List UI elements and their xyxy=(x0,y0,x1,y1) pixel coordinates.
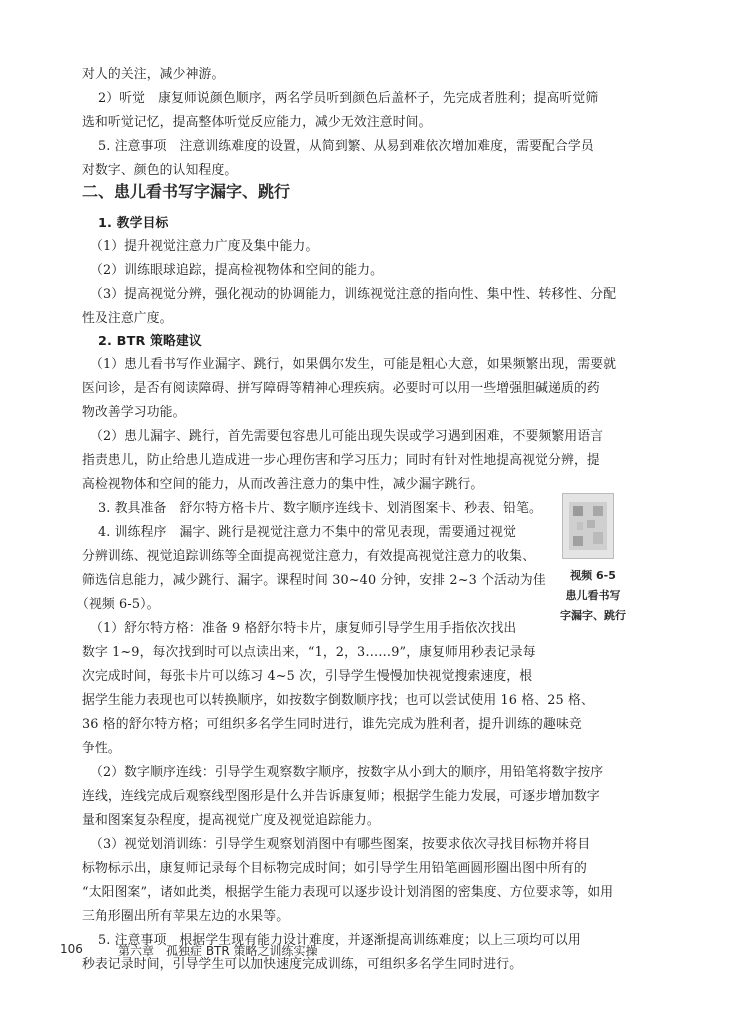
text-line: （视频 6-5）。 xyxy=(76,597,160,612)
text-line: （1）舒尔特方格：准备 9 格舒尔特卡片，康复师引导学生用手指依次找出 xyxy=(90,621,517,636)
qr-code-icon xyxy=(563,494,613,558)
text-line: 医问诊，是否有阅读障碍、拼写障碍等精神心理疾病。必要时可以用一些增强胆碱递质的药 xyxy=(82,381,600,396)
text-line: 数字 1~9，每次找到时可以点读出来，“1，2，3……9”，康复师用秒表记录每 xyxy=(82,645,536,660)
text-line: 对数字、颜色的认知程度。 xyxy=(82,163,238,178)
page-number: 106 xyxy=(60,942,83,956)
text-line: 争性。 xyxy=(82,741,121,756)
video-caption-title-line: 患儿看书写 xyxy=(565,589,621,602)
text-line: （1）提升视觉注意力广度及集中能力。 xyxy=(90,239,319,254)
text-line: 高检视物体和空间的能力，从而改善注意力的集中性，减少漏字跳行。 xyxy=(82,477,484,492)
text-line: 选和听觉记忆，提高整体听觉反应能力，减少无效注意时间。 xyxy=(82,115,432,130)
text-line: 指责患儿，防止给患儿造成进一步心理伤害和学习压力；同时有针对性地提高视觉分辨，提 xyxy=(82,453,600,468)
text-line: （1）患儿看书写作业漏字、跳行，如果偶尔发生，可能是粗心大意，如果频繁出现，需要就 xyxy=(90,357,617,372)
text-line: 三角形圈出所有苹果左边的水果等。 xyxy=(82,909,290,924)
chapter-footer: 第六章 孤独症 BTR 策略之训练实操 xyxy=(118,944,318,958)
text-line: （3）提高视觉分辨，强化视动的协调能力，训练视觉注意的指向性、集中性、转移性、分配 xyxy=(90,287,617,302)
text-line: （3）视觉划消训练：引导学生观察划消图中有哪些图案，按要求依次寻找目标物并将目 xyxy=(90,837,591,852)
text-line: 2）听觉 康复师说颜色顺序，两名学员听到颜色后盖杯子，先完成者胜利；提高听觉筛 xyxy=(98,91,599,106)
text-line: 5. 注意事项 根据学生现有能力设计难度，并逐渐提高训练难度；以上三项均可以用 xyxy=(98,933,581,948)
text-line: 5. 注意事项 注意训练难度的设置，从简到繁、从易到难依次增加难度，需要配合学员 xyxy=(98,139,594,154)
video-caption-label: 视频 6-5 xyxy=(570,569,616,582)
text-line: （2）训练眼球追踪，提高检视物体和空间的能力。 xyxy=(90,263,384,278)
text-line: 物改善学习功能。 xyxy=(82,405,186,420)
text-line: 36 格的舒尔特方格；可组织多名学生同时进行，谁先完成为胜利者，提升训练的趣味竞 xyxy=(82,717,582,732)
text-line: 次完成时间，每张卡片可以练习 4~5 次，引导学生慢慢加快视觉搜索速度，根 xyxy=(82,669,533,684)
video-qr-code[interactable] xyxy=(562,493,614,559)
text-line: （2）患儿漏字、跳行，首先需要包容患儿可能出现失误或学习遇到困难，不要频繁用语言 xyxy=(90,429,604,444)
text-line: 性及注意广度。 xyxy=(82,311,173,326)
text-line: “太阳图案”，诸如此类，根据学生能力表现可以逐步设计划消图的密集度、方位要求等，如用 xyxy=(82,885,614,900)
text-line: 量和图案复杂程度，提高视觉广度及视觉追踪能力。 xyxy=(82,813,380,828)
text-line: 筛选信息能力，减少跳行、漏字。课程时间 30~40 分钟，安排 2~3 个活动为佳 xyxy=(82,573,546,588)
text-line: 分辨训练、视觉追踪训练等全面提高视觉注意力，有效提高视觉注意力的收集、 xyxy=(82,549,536,564)
text-line: 秒表记录时间，引导学生可以加快速度完成训练，可组织多名学生同时进行。 xyxy=(82,957,523,972)
text-line: 据学生能力表现也可以转换顺序，如按数字倒数顺序找；也可以尝试使用 16 格、25 格、 xyxy=(82,693,594,708)
subheading-btr-strategy: 2. BTR 策略建议 xyxy=(98,334,202,349)
text-line: 4. 训练程序 漏字、跳行是视觉注意力不集中的常见表现，需要通过视觉 xyxy=(98,525,517,540)
section-heading: 二、患儿看书写字漏字、跳行 xyxy=(82,182,291,201)
video-caption-title-line: 字漏字、跳行 xyxy=(560,609,626,622)
text-line: 标物标示出，康复师记录每个目标物完成时间；如引导学生用铅笔画圆形圈出图中所有的 xyxy=(82,861,587,876)
text-line: 3. 教具准备 舒尔特方格卡片、数字顺序连线卡、划消图案卡、秒表、铅笔。 xyxy=(98,501,542,516)
text-line: 对人的关注，减少神游。 xyxy=(82,67,225,82)
text-line: 连线，连线完成后观察线型图形是什么并告诉康复师；根据学生能力发展，可逐步增加数字 xyxy=(82,789,600,804)
subheading-teaching-goals: 1. 教学目标 xyxy=(98,216,169,231)
text-line: （2）数字顺序连线：引导学生观察数字顺序，按数字从小到大的顺序，用铅笔将数字按序 xyxy=(90,765,604,780)
